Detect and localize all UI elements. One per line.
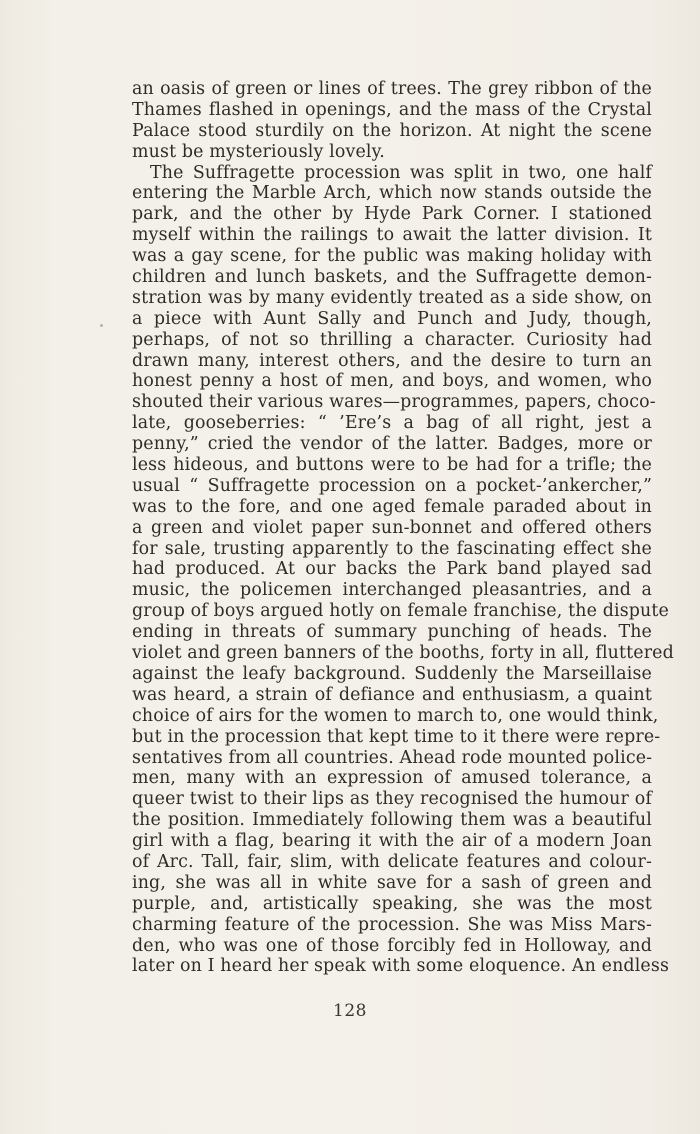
- text-line-34: men, many with an expression of amused tolerance, a: [132, 768, 652, 789]
- text-line-10: children and lunch baskets, and the Suffragette demon-: [132, 267, 652, 288]
- text-line-24: had produced. At our backs the Park band played sad: [132, 559, 652, 580]
- text-line-27: ending in threats of summary punching of heads. The: [132, 622, 652, 643]
- text-line-42: den, who was one of those forcibly fed in Holloway, and: [132, 935, 652, 956]
- text-line-43: later on I heard her speak with some eloquence. An endless: [132, 956, 670, 977]
- text-line-39: ing, she was all in white save for a sash of green and: [132, 872, 652, 893]
- text-line-35: queer twist to their lips as they recognised the humour of: [132, 789, 652, 810]
- text-line-17: late, gooseberries: “ ’Ere’s a bag of all right, jest a: [132, 413, 652, 434]
- page-number: 128: [333, 1001, 367, 1021]
- text-line-23: for sale, trusting apparently to the fascinating effect she: [132, 538, 652, 559]
- text-line-37: girl with a flag, bearing it with the air of a modern Joan: [132, 831, 652, 852]
- text-line-31: choice of airs for the women to march to, one would think,: [132, 705, 659, 726]
- text-line-21: was to the fore, and one aged female paraded about in: [132, 496, 652, 517]
- text-line-20: usual “ Suffragette procession on a pocket-’ankercher,”: [132, 475, 652, 496]
- text-line-19: less hideous, and buttons were to be had for a trifle; the: [132, 455, 652, 476]
- text-line-1: an oasis of green or lines of trees. The grey ribbon of the: [132, 79, 652, 99]
- text-line-28: violet and green banners of the booths, forty in all, fluttered: [132, 643, 674, 664]
- text-line-29: against the leafy background. Suddenly the Marseillaise: [132, 663, 652, 684]
- paper-speck: [100, 324, 103, 327]
- text-line-7: park, and the other by Hyde Park Corner. I stationed: [132, 204, 652, 225]
- text-line-22: a green and violet paper sun-bonnet and offered others: [132, 517, 652, 538]
- text-line-12: a piece with Aunt Sally and Punch and Judy, though,: [132, 308, 652, 329]
- text-line-26: group of boys argued hotly on female franchise, the dispute: [132, 601, 669, 622]
- text-line-14: drawn many, interest others, and the desire to turn an: [132, 350, 652, 371]
- text-line-33: sentatives from all countries. Ahead rode mounted police-: [132, 747, 653, 768]
- text-line-25: music, the policemen interchanged pleasantries, and a: [132, 580, 652, 601]
- text-line-15: honest penny a host of men, and boys, and women, who: [132, 371, 652, 392]
- text-line-9: was a gay scene, for the public was making holiday with: [132, 246, 652, 267]
- text-line-16: shouted their various wares—programmes, papers, choco-: [132, 392, 656, 413]
- text-line-40: purple, and, artistically speaking, she was the most: [132, 893, 652, 914]
- text-line-30: was heard, a strain of defiance and enthusiasm, a quaint: [132, 684, 652, 705]
- text-line-2: Thames flashed in openings, and the mass of the Crystal: [132, 99, 652, 120]
- text-line-13: perhaps, of not so thrilling a character. Curiosity had: [132, 329, 652, 350]
- text-line-18: penny,” cried the vendor of the latter. Badges, more or: [132, 434, 652, 455]
- text-line-38: of Arc. Tall, fair, slim, with delicate features and colour-: [132, 851, 652, 872]
- text-line-41: charming feature of the procession. She was Miss Mars-: [132, 914, 652, 935]
- text-line-6: entering the Marble Arch, which now stands outside the: [132, 183, 652, 204]
- text-line-4: must be mysteriously lovely.: [132, 141, 385, 162]
- body-text: [132, 79, 674, 977]
- text-line-32: but in the procession that kept time to it there were repre-: [132, 726, 661, 747]
- text-line-11: stration was by many evidently treated as a side show, on: [132, 287, 652, 308]
- text-line-36: the position. Immediately following them was a beautiful: [132, 810, 652, 831]
- text-line-3: Palace stood sturdily on the horizon. At night the scene: [132, 120, 652, 141]
- text-line-5: The Suffragette procession was split in two, one half: [150, 162, 652, 183]
- text-line-8: myself within the railings to await the latter division. It: [132, 225, 652, 246]
